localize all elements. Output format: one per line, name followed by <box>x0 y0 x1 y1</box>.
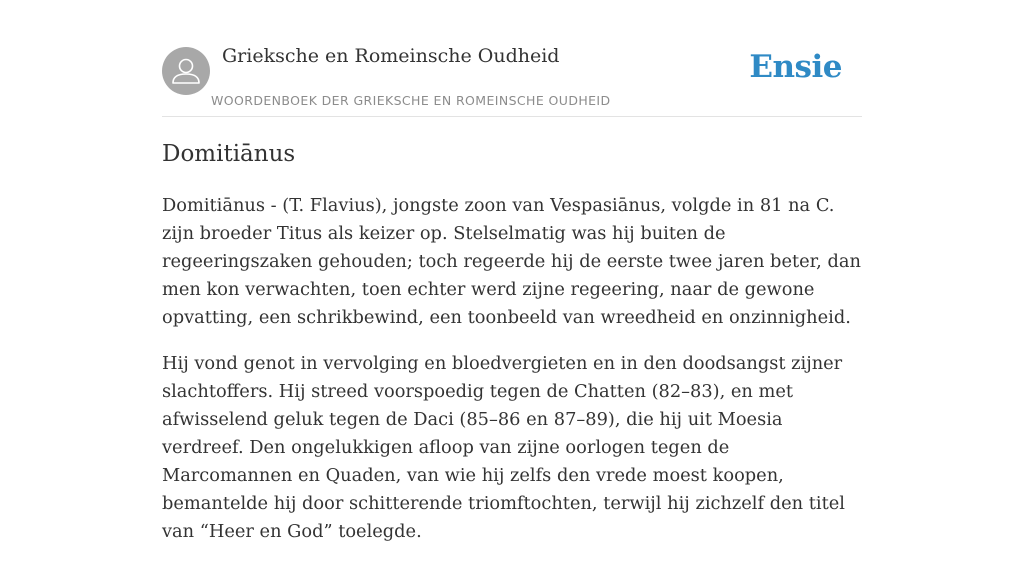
source-header <box>162 44 862 117</box>
ensie-logo[interactable]: Ensie <box>749 49 842 85</box>
source-subtitle: WOORDENBOEK DER GRIEKSCHE EN ROMEINSCHE OUDHEID <box>211 93 611 108</box>
source-title[interactable]: Grieksche en Romeinsche Oudheid <box>222 45 560 67</box>
user-silhouette-icon <box>162 47 210 95</box>
avatar[interactable] <box>162 47 210 95</box>
article-paragraph-1: Domitiānus - (T. Flavius), jongste zoon van Vespasiānus, volgde in 81 na C. zijn broeder Titus als keizer op. Stelselmatig was hij buiten de regeeringszaken gehouden; toch regeerde hij de eerste twee jaren beter, dan men kon verwachten, toen echter werd zijne regeering, naar de gewone opvatting, een schrikbewind, een toonbeeld van wreedheid en onzinnigheid. <box>162 195 861 328</box>
article <box>162 138 862 564</box>
article-paragraph-2: Hij vond genot in vervolging en bloedvergieten en in den doodsangst zijner slachtoffers. Hij streed voorspoedig tegen de Chatten (82–83), en met afwisselend geluk tegen de Daci (85–86 en 87–89), die hij uit Moesia verdreef. Den ongelukkigen afloop van zijne oorlogen tegen de Marcomannen en Quaden, van wie hij zelfs den vrede moest koopen, bemantelde hij door schitterende triomftochten, terwijl hij zichzelf den titel van “Heer en God” toelegde. <box>162 353 845 542</box>
entry-title: Domitiānus <box>162 141 296 167</box>
